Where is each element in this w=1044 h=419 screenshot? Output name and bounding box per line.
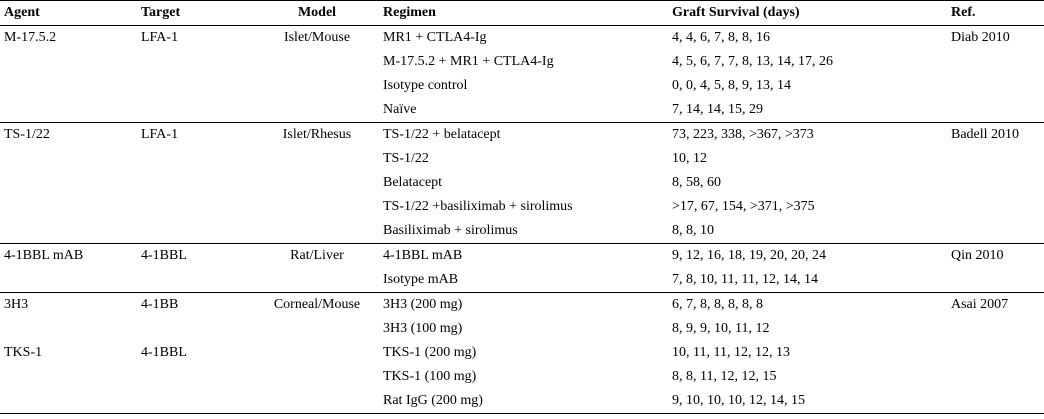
cell-graft-survival: 7, 8, 10, 11, 11, 12, 14, 14 [672, 272, 818, 287]
cell-graft-survival: 8, 8, 11, 12, 12, 15 [672, 369, 777, 384]
cell-regimen: Isotype mAB [383, 272, 459, 287]
cell-graft-survival: 8, 58, 60 [672, 175, 721, 190]
cell-graft-survival: 7, 14, 14, 15, 29 [672, 102, 763, 117]
header-target: Target [141, 5, 181, 20]
header-regimen: Regimen [383, 5, 436, 20]
cell-graft-survival: 10, 11, 11, 12, 12, 13 [672, 345, 790, 360]
cell-regimen: TS-1/22 [383, 151, 429, 166]
cell-agent-line: TKS-1 [4, 345, 43, 360]
table-group [0, 244, 1044, 293]
cell-graft-survival: 4, 4, 6, 7, 8, 8, 16 [672, 30, 770, 45]
cell-graft-survival: 8, 8, 10 [672, 223, 714, 238]
cell-agent-line: 4-1BBL mAB [4, 248, 84, 263]
table-row [0, 244, 1044, 269]
cell-model: Islet/Rhesus [282, 127, 352, 142]
cell-graft-survival: 10, 12 [672, 151, 707, 166]
header-agent: Agent [4, 5, 40, 20]
cell-graft-survival: 0, 0, 4, 5, 8, 9, 13, 14 [672, 78, 791, 93]
cell-agent [0, 244, 137, 293]
cell-agent-line: TS-1/22 [4, 127, 50, 142]
cell-target [137, 26, 255, 123]
table-row [0, 123, 1044, 148]
cell-regimen: 3H3 (200 mg) [383, 297, 463, 312]
cell-agent-line: M-17.5.2 [4, 30, 57, 45]
cell-regimen: M-17.5.2 + MR1 + CTLA4-Ig [383, 54, 554, 69]
header-graft-survival: Graft Survival (days) [672, 5, 800, 20]
cell-graft-survival: >17, 67, 154, >371, >375 [672, 199, 815, 214]
cell-ref: Diab 2010 [951, 30, 1010, 45]
cell-regimen: TKS-1 (100 mg) [383, 369, 477, 384]
cell-agent [0, 26, 137, 123]
cell-model: Rat/Liver [290, 248, 344, 263]
table-header [0, 1, 1044, 26]
cell-regimen: TS-1/22 + belatacept [383, 127, 501, 142]
cell-graft-survival: 6, 7, 8, 8, 8, 8, 8 [672, 297, 763, 312]
cell-target-line: LFA-1 [141, 30, 179, 45]
cell-target-line: LFA-1 [141, 127, 179, 142]
table-row [0, 293, 1044, 318]
cell-ref: Qin 2010 [951, 248, 1004, 263]
cell-target [137, 123, 255, 244]
cell-regimen: MR1 + CTLA4-Ig [383, 30, 487, 45]
cell-regimen: Rat IgG (200 mg) [383, 393, 483, 408]
cell-target [137, 244, 255, 293]
header-model: Model [297, 5, 337, 20]
cell-target-line: 4-1BBL [141, 345, 187, 360]
cell-graft-survival: 4, 5, 6, 7, 7, 8, 13, 14, 17, 26 [672, 54, 833, 69]
cell-regimen: TKS-1 (200 mg) [383, 345, 477, 360]
cell-graft-survival: 8, 9, 9, 10, 11, 12 [672, 321, 770, 336]
cell-model: Corneal/Mouse [273, 297, 361, 312]
cell-graft-survival: 9, 12, 16, 18, 19, 20, 20, 24 [672, 248, 826, 263]
table-group [0, 26, 1044, 123]
cell-model: Islet/Mouse [283, 30, 351, 45]
header-row [0, 1, 1044, 26]
header-ref: Ref. [951, 5, 976, 20]
table-group [0, 123, 1044, 244]
cell-graft-survival: 73, 223, 338, >367, >373 [672, 127, 814, 142]
cell-regimen: Isotype control [383, 78, 468, 93]
cell-agent [0, 123, 137, 244]
cell-regimen: 3H3 (100 mg) [383, 321, 463, 336]
cell-target-line [141, 317, 255, 341]
table-row [0, 26, 1044, 51]
cell-ref: Asai 2007 [951, 297, 1009, 312]
cell-regimen: Naïve [383, 102, 417, 117]
cell-regimen: Basiliximab + sirolimus [383, 223, 518, 238]
cell-agent-line: 3H3 [4, 297, 29, 312]
cell-graft-survival: 9, 10, 10, 10, 12, 14, 15 [672, 393, 805, 408]
cell-ref: Badell 2010 [951, 127, 1020, 142]
cell-target [137, 293, 255, 414]
cell-regimen: TS-1/22 +basiliximab + sirolimus [383, 199, 573, 214]
cell-agent [0, 293, 137, 414]
cell-regimen: 4-1BBL mAB [383, 248, 463, 263]
cell-target-line: 4-1BBL [141, 248, 187, 263]
table-group [0, 293, 1044, 414]
cell-agent-line [4, 317, 137, 341]
cell-target-line: 4-1BB [141, 297, 179, 312]
cell-regimen: Belatacept [383, 175, 443, 190]
